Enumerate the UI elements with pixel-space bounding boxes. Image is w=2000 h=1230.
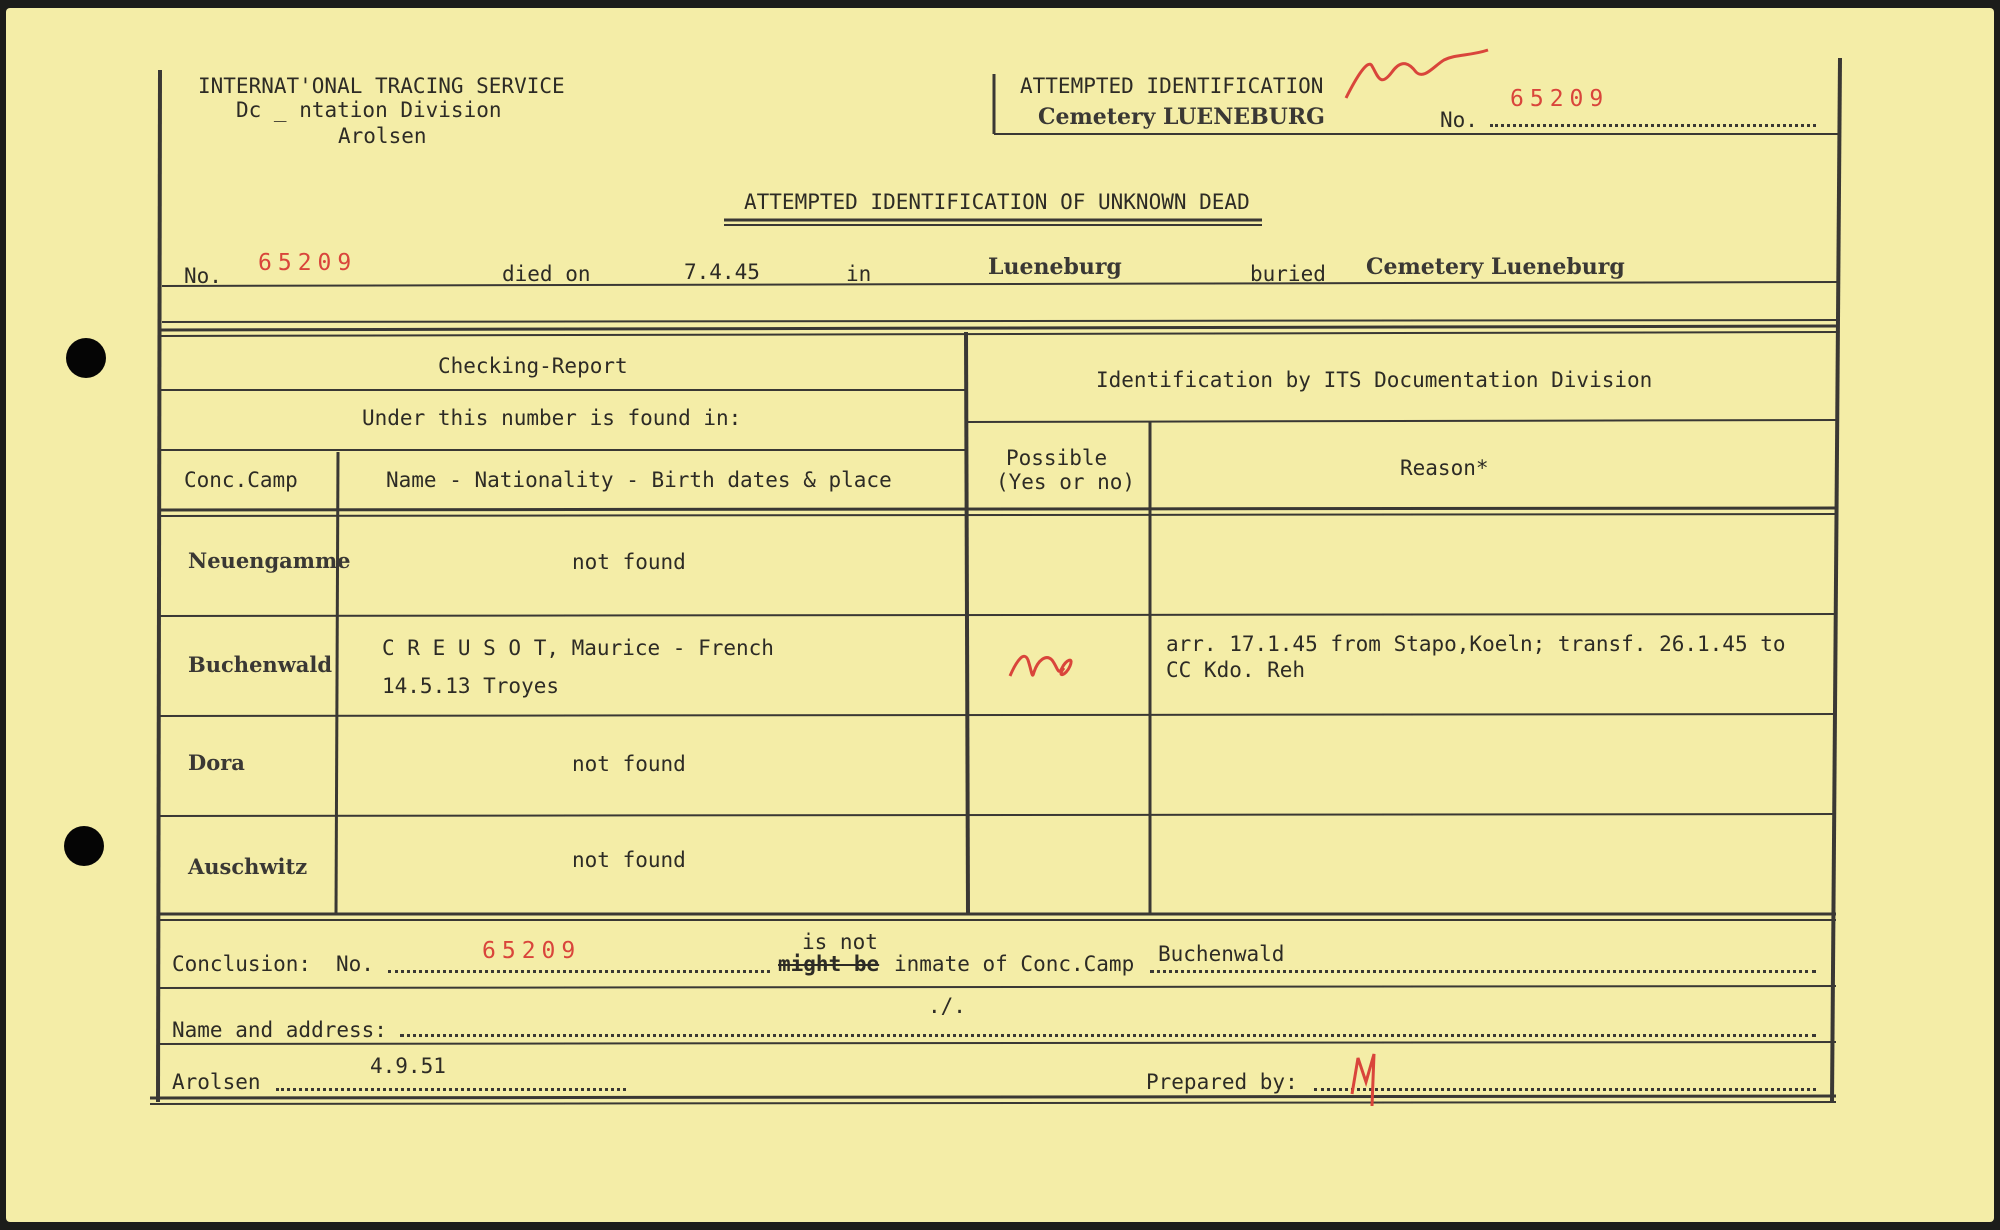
header-no-label: No. — [1440, 108, 1478, 132]
checking-report-title: Checking-Report — [438, 354, 628, 378]
in-label: in — [846, 262, 872, 286]
checking-report-subtitle: Under this number is found in: — [362, 406, 742, 430]
row-buchenwald-name: C R E U S O T, Maurice - French — [382, 636, 774, 660]
header-no-value: 65209 — [1510, 86, 1610, 112]
conclusion-camp-value: Buchenwald — [1158, 942, 1285, 966]
col-conc-camp: Conc.Camp — [184, 468, 298, 492]
conclusion-is-not: is not — [802, 930, 878, 954]
record-no-label: No. — [184, 264, 222, 288]
row-dora-result: not found — [572, 752, 686, 776]
org-name: INTERNAT'ONAL TRACING SERVICE — [198, 74, 565, 98]
conclusion-label: Conclusion: — [172, 952, 312, 976]
name-address-value: ./. — [928, 994, 966, 1018]
conclusion-no-value: 65209 — [482, 938, 582, 964]
prepared-by-initial-text — [1356, 1060, 1369, 1084]
org-division: Dc _ ntation Division — [236, 98, 502, 122]
col-name-nationality: Name - Nationality - Birth dates & place — [386, 468, 892, 492]
footer-date: 4.9.51 — [370, 1054, 446, 1078]
death-place: Lueneburg — [988, 254, 1122, 280]
conclusion-struck: might be — [778, 952, 880, 976]
col-possible-hint: (Yes or no) — [996, 470, 1136, 494]
died-label: died on — [502, 262, 591, 286]
row-neuengamme-result: not found — [572, 550, 686, 574]
cemetery-stamp: Cemetery LUENEBURG — [1038, 104, 1325, 130]
burial-place: Cemetery Lueneburg — [1366, 254, 1625, 280]
identification-title: Identification by ITS Documentation Division — [1096, 368, 1653, 392]
footer-place: Arolsen — [172, 1070, 261, 1094]
buried-label: buried — [1250, 262, 1326, 286]
name-address-label: Name and address: — [172, 1018, 387, 1042]
col-reason: Reason* — [1400, 456, 1489, 480]
row-auschwitz-result: not found — [572, 848, 686, 872]
prepared-by-label: Prepared by: — [1146, 1070, 1298, 1094]
camp-dora: Dora — [188, 750, 245, 775]
col-possible: Possible — [1006, 446, 1108, 470]
camp-neuengamme: Neuengamme — [188, 548, 351, 573]
org-location: Arolsen — [338, 124, 427, 148]
form-title: ATTEMPTED IDENTIFICATION OF UNKNOWN DEAD — [744, 190, 1250, 214]
conclusion-no-label: No. — [336, 952, 374, 976]
camp-auschwitz: Auschwitz — [188, 854, 308, 879]
record-no-value: 65209 — [258, 250, 358, 276]
died-value: 7.4.45 — [684, 260, 760, 284]
camp-buchenwald: Buchenwald — [188, 652, 333, 677]
conclusion-inmate-text: inmate of Conc.Camp — [894, 952, 1135, 976]
attempt-label: ATTEMPTED IDENTIFICATION — [1020, 74, 1324, 98]
row-buchenwald-reason-2: CC Kdo. Reh — [1166, 658, 1306, 682]
row-buchenwald-birth: 14.5.13 Troyes — [382, 674, 560, 698]
row-buchenwald-reason: arr. 17.1.45 from Stapo,Koeln; transf. 26.1.45 to — [1166, 632, 1786, 656]
